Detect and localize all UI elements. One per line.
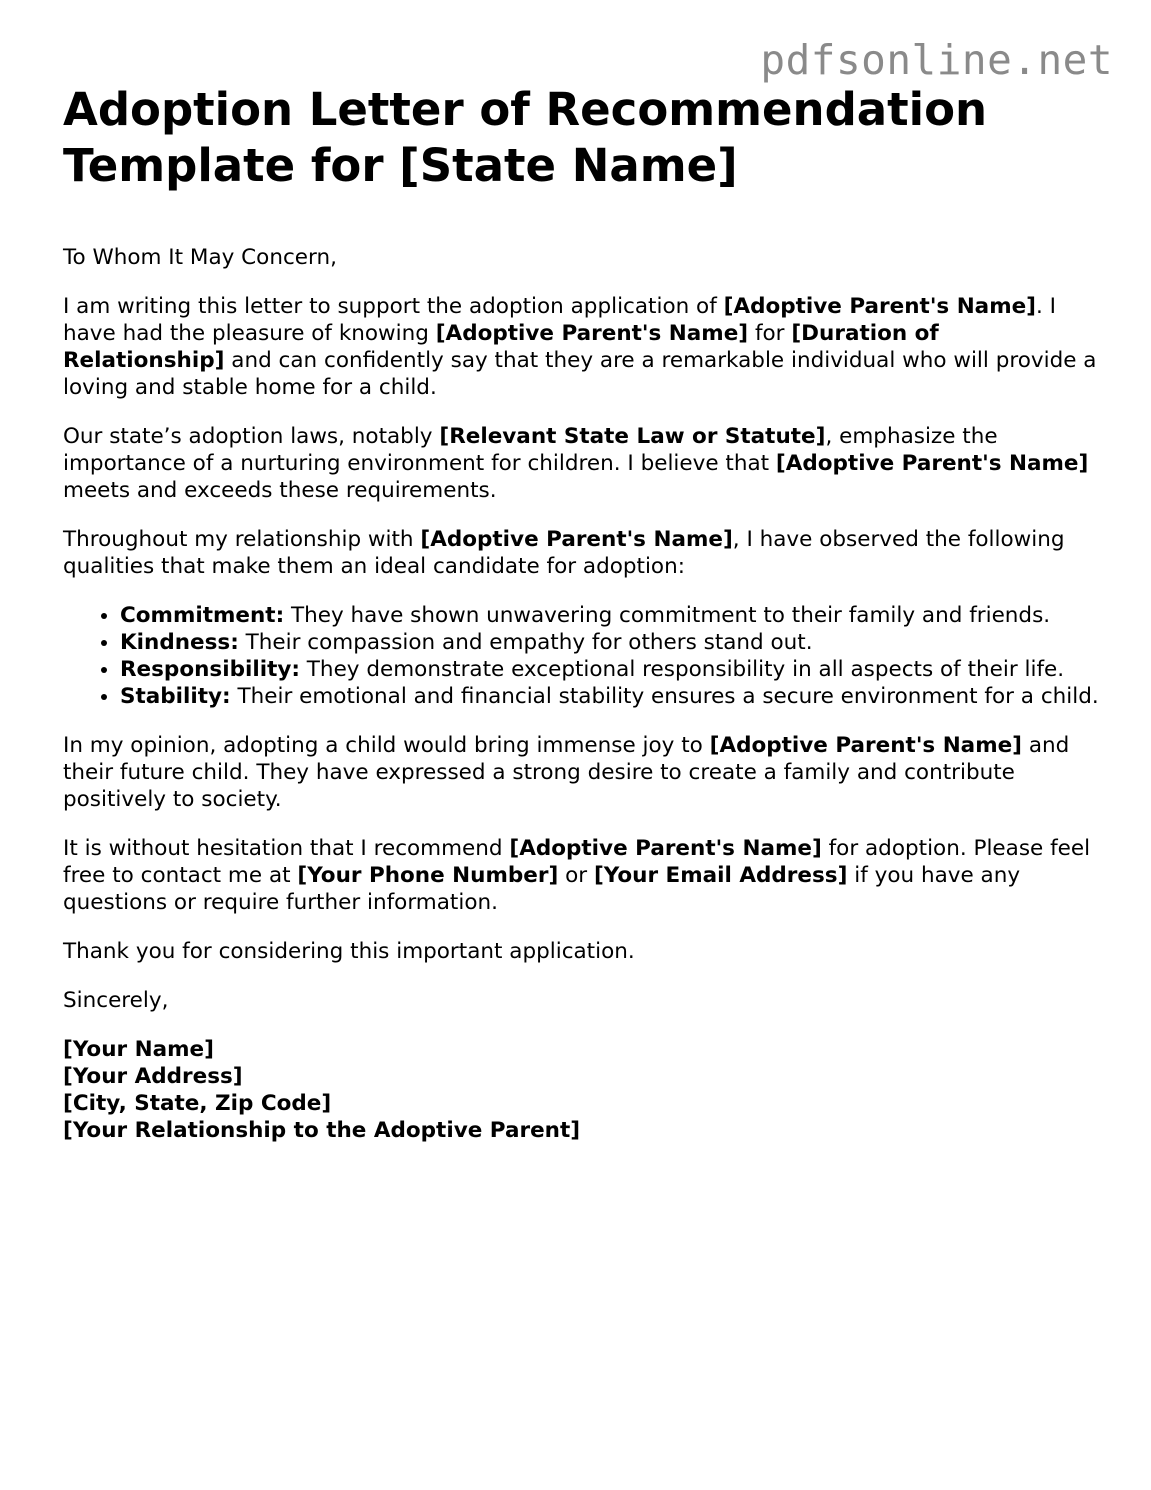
text: and their future child. They have expressed a strong desire to create a family and contribute positively to society.: [63, 733, 1070, 812]
text: if you have any questions or require further information.: [63, 863, 1021, 915]
text: , I have observed the following qualities that make them an ideal candidate for adoption:: [63, 527, 1065, 579]
closing: Sincerely,: [63, 988, 169, 1013]
page-title: Adoption Letter of Recommendation Template for [State Name]: [63, 83, 988, 192]
text: meets and exceeds these requirements.: [63, 478, 497, 503]
text: In my opinion, adopting a child would bring immense joy to: [63, 733, 710, 758]
letter-page: [63, 82, 1103, 1144]
list-item: [120, 656, 1103, 683]
watermark: pdfsonline.net: [760, 36, 1113, 84]
placeholder-parent-name: [Adoptive Parent's Name]: [420, 527, 733, 552]
qualities-list: [63, 602, 1103, 710]
quality-label: Kindness:: [120, 630, 239, 655]
signature-relationship: [Your Relationship to the Adoptive Parent]: [63, 1118, 581, 1143]
text: or: [558, 863, 594, 888]
quality-text: Their compassion and empathy for others stand out.: [238, 630, 813, 655]
text: Our state’s adoption laws, notably: [63, 424, 440, 449]
placeholder-parent-name: [Adoptive Parent's Name]: [435, 321, 749, 346]
signature-block: [63, 1036, 1103, 1144]
paragraph-laws: [63, 423, 1103, 504]
text: and can confidently say that they are a remarkable individual who will provide a loving and stable home for a child.: [63, 348, 1097, 400]
paragraph-qualities-intro: [63, 526, 1103, 580]
quality-label: Responsibility:: [120, 657, 300, 682]
quality-label: Commitment:: [120, 603, 285, 628]
placeholder-duration: [Duration of Relationship]: [63, 321, 939, 373]
text: , emphasize the importance of a nurturing environment for children. I believe that: [63, 424, 998, 476]
quality-text: Their emotional and financial stability ensures a secure environment for a child.: [230, 684, 1099, 709]
placeholder-parent-name: [Adoptive Parent's Name]: [709, 733, 1023, 758]
placeholder-parent-name: [Adoptive Parent's Name]: [775, 451, 1089, 476]
paragraph-intro: [63, 293, 1103, 401]
signature-name: [Your Name]: [63, 1037, 214, 1062]
list-item: [120, 602, 1103, 629]
text: . I have had the pleasure of knowing: [63, 294, 1057, 346]
quality-text: They demonstrate exceptional responsibility in all aspects of their life.: [299, 657, 1065, 682]
paragraph-opinion: [63, 732, 1103, 813]
text: It is without hesitation that I recommend: [63, 836, 510, 861]
signature-address: [Your Address]: [63, 1064, 243, 1089]
list-item: [120, 629, 1103, 656]
text: Throughout my relationship with: [63, 527, 421, 552]
paragraph-recommend: [63, 835, 1103, 916]
placeholder-state-law: [Relevant State Law or Statute]: [439, 424, 826, 449]
quality-text: They have shown unwavering commitment to their family and friends.: [284, 603, 1051, 628]
signature-city: [City, State, Zip Code]: [63, 1091, 332, 1116]
text: for adoption. Please feel free to contact me at: [63, 836, 1091, 888]
placeholder-parent-name: [Adoptive Parent's Name]: [509, 836, 822, 861]
quality-label: Stability:: [120, 684, 231, 709]
text: for: [748, 321, 792, 346]
paragraph-thanks: Thank you for considering this important application.: [63, 939, 635, 964]
placeholder-email: [Your Email Address]: [593, 863, 848, 888]
text: I am writing this letter to support the adoption application of: [63, 294, 724, 319]
placeholder-phone: [Your Phone Number]: [297, 863, 559, 888]
salutation: To Whom It May Concern,: [63, 245, 337, 270]
placeholder-parent-name: [Adoptive Parent's Name]: [723, 294, 1037, 319]
list-item: [120, 683, 1103, 710]
